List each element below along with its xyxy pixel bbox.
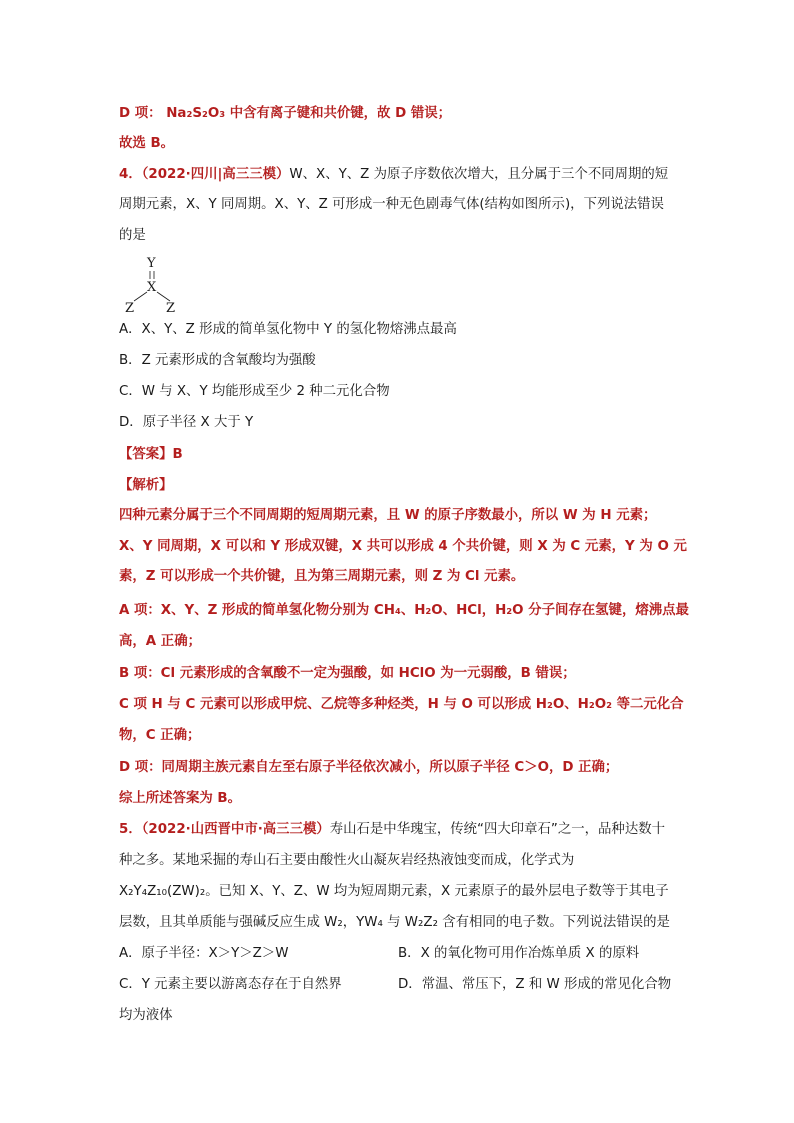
q4-analysis-line: 四种元素分属于三个不同周期的短周期元素，且 W 的原子序数最小，所以 W 为 H 元素； bbox=[119, 508, 657, 523]
q4-option-b: B．Z 元素形成的含氧酸均为强酸 bbox=[119, 353, 316, 368]
q4-stem-line-3: 的是 bbox=[119, 228, 146, 243]
q5-stem-line-1 bbox=[119, 820, 665, 840]
struct-atom-z-left: Z bbox=[125, 301, 135, 314]
q5-stem-text: 寿山石是中华瑰宝，传统“四大印章石”之一，品种达数十 bbox=[329, 822, 665, 837]
prev-conclusion: 故选 B。 bbox=[119, 136, 175, 151]
q5-stem-line-4: 层数，且其单质能与强碱反应生成 W₂，YW₄ 与 W₂Z₂ 含有相同的电子数。下列说法错误的是 bbox=[119, 915, 670, 930]
q4-source: 4．（2022·四川|高三三模） bbox=[119, 167, 290, 182]
q4-analysis-line: C 项 H 与 C 元素可以形成甲烷、乙烷等多种烃类，H 与 O 可以形成 H₂O、H₂O₂ 等二元化合 bbox=[119, 697, 684, 712]
struct-atom-y: Y bbox=[147, 256, 156, 271]
q4-analysis-line: A 项：X、Y、Z 形成的简单氢化物分别为 CH₄、H₂O、HCl，H₂O 分子间存在氢键，熔沸点最 bbox=[119, 603, 689, 618]
q4-option-c: C．W 与 X、Y 均能形成至少 2 种二元化合物 bbox=[119, 384, 390, 399]
q5-option-a: A．原子半径：X＞Y＞Z＞W bbox=[119, 946, 289, 961]
q4-analysis-heading: 【解析】 bbox=[119, 478, 173, 493]
prev-option-d-analysis: D 项： Na₂S₂O₃ 中含有离子键和共价键，故 D 错误； bbox=[119, 106, 452, 121]
q4-conclusion: 综上所述答案为 B。 bbox=[119, 791, 241, 806]
q4-option-a: A．X、Y、Z 形成的简单氢化物中 Y 的氢化物熔沸点最高 bbox=[119, 322, 457, 337]
q5-source: 5．（2022·山西晋中市·高三三模） bbox=[119, 822, 330, 837]
q4-analysis-line: X、Y 同周期，X 可以和 Y 形成双键，X 共可以形成 4 个共价键，则 X 为 C 元素，Y 为 O 元 bbox=[119, 539, 687, 554]
q4-option-d: D．原子半径 X 大于 Y bbox=[119, 415, 254, 430]
q5-option-b: B．X 的氧化物可用作冶炼单质 X 的原料 bbox=[398, 946, 640, 961]
q4-stem-line-2: 周期元素，X、Y 同周期。X、Y、Z 可形成一种无色剧毒气体(结构如图所示)，下列说法错误 bbox=[119, 197, 664, 212]
q4-structure-diagram bbox=[122, 254, 192, 314]
q5-option-d-continued: 均为液体 bbox=[119, 1008, 173, 1023]
q4-stem-text: W、X、Y、Z 为原子序数依次增大，且分属于三个不同周期的短 bbox=[289, 167, 669, 182]
q4-analysis-line: 物，C 正确； bbox=[119, 728, 201, 743]
q5-stem-line-3: X₂Y₄Z₁₀(ZW)₂。已知 X、Y、Z、W 均为短周期元素，X 元素原子的最外层电子数等于其电子 bbox=[119, 884, 669, 899]
q5-option-d: D．常温、常压下，Z 和 W 形成的常见化合物 bbox=[398, 977, 672, 992]
q5-stem-line-2: 种之多。某地采掘的寿山石主要由酸性火山凝灰岩经热液蚀变而成，化学式为 bbox=[119, 853, 575, 868]
q4-analysis-line: B 项：Cl 元素形成的含氧酸不一定为强酸，如 HClO 为一元弱酸，B 错误； bbox=[119, 666, 576, 681]
q4-analysis-line: 素，Z 可以形成一个共价键，且为第三周期元素，则 Z 为 Cl 元素。 bbox=[119, 569, 525, 584]
struct-atom-z-right: Z bbox=[166, 301, 176, 314]
struct-atom-x: X bbox=[147, 280, 157, 295]
q5-option-c: C．Y 元素主要以游离态存在于自然界 bbox=[119, 977, 342, 992]
q4-analysis-line: D 项：同周期主族元素自左至右原子半径依次减小，所以原子半径 C＞O，D 正确； bbox=[119, 760, 619, 775]
q4-answer: 【答案】B bbox=[119, 447, 183, 462]
q4-analysis-line: 高，A 正确； bbox=[119, 634, 201, 649]
q4-stem-line-1 bbox=[119, 165, 668, 185]
